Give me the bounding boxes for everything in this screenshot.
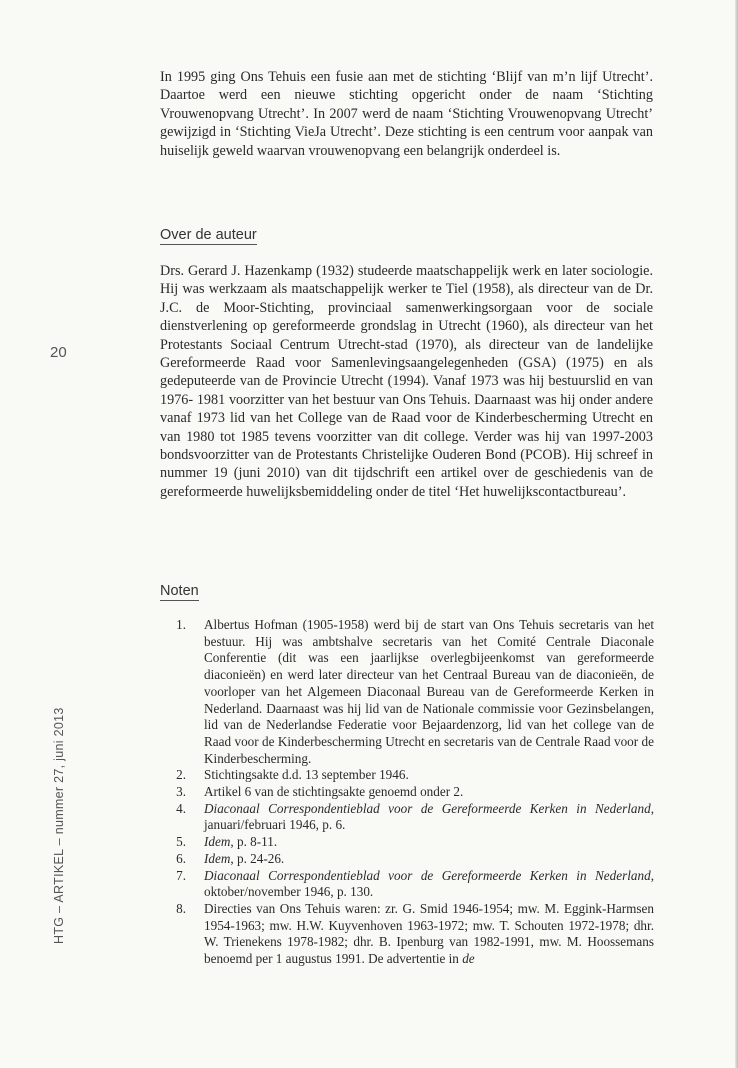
note-italic-title: Diaconaal Correspondentieblad voor de Gereformeerde Kerken in Nederland [204,867,651,883]
note-number: 4 . [166,801,186,818]
note-item [166,617,654,767]
note-item [166,851,654,868]
intro-paragraph: In 1995 ging Ons Tehuis een fusie aan met de stichting ‘Blijf van m’n lijf Utrecht’. Daartoe werd een nieuwe stichting opgericht onder de naam ‘Stichting Vrouwenopvang Utrecht’. In 2007 werd de naam ‘Stichting Vrouwenopvang Utrecht’ gewijzigd in ‘Stichting VieJa Utrecht’. Deze stichting is een centrum voor aanpak van huiselijk geweld waarvan vrouwenopvang een belangrijk onderdeel is. [160,69,653,159]
note-item [166,801,654,834]
note-item [166,901,654,968]
section-heading-notes: Noten [160,583,199,599]
author-heading-block [160,226,653,245]
note-text: Artikel 6 van de stichtingsakte genoemd onder 2. [204,784,464,800]
note-text: , januari/februari 1946, p. 6. [204,800,654,833]
section-heading-author: Over de auteur [160,227,257,243]
note-italic-title: Idem [204,834,231,850]
note-text: Directies van Ons Tehuis waren: zr. G. Smid 1946-1954; mw. M. Eggink-Harmsen 1954-1963; mw. H.W. Kuyvenhoven 1963-1972; mw. T. Schouten 1972-1978; dhr. W. Trienekens 1978-1982; dhr. B. Ipenburg van 1982-1991, mw. M. Hoossemans benoemd per 1 augustus 1991. De advertentie in [204,900,654,967]
note-text: , oktober/november 1946, p. 130. [204,867,654,900]
note-italic-end: de [462,951,475,967]
note-text: Stichtingsakte d.d. 13 september 1946. [204,767,409,783]
note-number: 1 . [166,617,186,634]
note-text: , p. 8-11. [230,834,278,850]
note-item [166,868,654,901]
author-paragraph: Drs. Gerard J. Hazenkamp (1932) studeerde maatschappelijk werk en later sociologie. Hij was werkzaam als maatschappelijk werker te Tiel (1958), als directeur van de Dr. J.C. de Moor-Stichting, provinciaal samenwerkingsorgaan voor de sociale dienstverlening op gereformeerde grondslag in Utrecht (1960), als directeur van het Protestants Sociaal Centrum Utrecht-stad (1970), als directeur van de landelijke Gereformeerde Raad voor Samenlevingsaangelegenheden (GSA) (1975) en als gedeputeerde van de Provincie Utrecht (1994). Vanaf 1973 was hij bestuurslid en van 1976- 1981 voorzitter van het bestuur van Ons Tehuis. Daarnaast was hij onder andere vanaf 1973 lid van het College van de Raad voor de Kinderbescherming Utrecht en van 1980 tot 1985 tevens voorzitter van dit college. Verder was hij van 1997-2003 bondsvoorzitter van de Protestants Christelijke Ouderen Bond (PCOB). Hij schreef in nummer 19 (juni 2010) van dit tijdschrift een artikel over de geschiedenis van de gereformeerde huwelijksbemiddeling onder de titel ‘Het huwelijkscontactbureau’. [160,263,653,500]
note-number: 6 . [166,851,186,868]
note-number: 5 . [166,834,186,851]
page-number: 20 [50,344,67,361]
note-italic-title: Diaconaal Correspondentieblad voor de Gereformeerde Kerken in Nederland [204,800,651,816]
note-number: 7 . [166,868,186,885]
note-number: 2 . [166,767,186,784]
note-text: , p. 24-26. [230,850,285,866]
notes-heading-block [160,582,653,601]
note-text: Albertus Hofman (1905-1958) werd bij de start van Ons Tehuis secretaris van het bestuur. Hij was ambtshalve secretaris van het Comité Centrale Diaconale Conferentie (dit was een jaarlijkse overlegbijeenkomst van gereformeerde diaconieën) en werd later directeur van het Centraal Bureau van de diaconieën, de voorloper van het Algemeen Diaconaal Bureau van de Gereformeerde Kerken in Nederland. Daarnaast was hij lid van de Nationale commissie voor Gezinsbelangen, lid van de Nederlandse Federatie voor Bejaardenzorg, lid van het college van de Raad voor de Kinderbescherming Utrecht en secretaris van de Centrale Raad voor de Kinderbescherming. [204,617,654,766]
note-number: 3 . [166,784,186,801]
note-number: 8 . [166,901,186,918]
notes-list [166,617,654,968]
note-item [166,767,654,784]
note-item [166,784,654,801]
running-head: HTG – ARTIKEL – nummer 27, juni 2013 [52,707,66,944]
note-item [166,834,654,851]
note-italic-title: Idem [204,850,231,866]
